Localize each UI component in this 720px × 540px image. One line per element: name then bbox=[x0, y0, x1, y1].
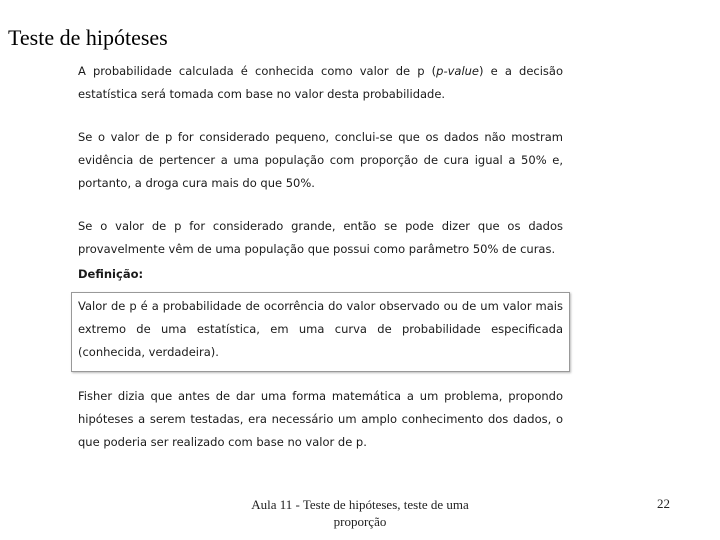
p-value-term: p-value bbox=[436, 64, 480, 78]
definition-box bbox=[71, 292, 570, 372]
page-number: 22 bbox=[657, 496, 670, 511]
paragraph-p-value bbox=[78, 60, 563, 106]
paragraph-p-value-text-end: ) e a decisão estatística será tomada com base no valor desta probabilidade. bbox=[78, 64, 563, 101]
paragraph-fisher: Fisher dizia que antes de dar uma forma matemática a um problema, propondo hipóteses a serem testadas, era necessário um amplo conhecimento dos dados, o que poderia ser realizado com base no valor de p. bbox=[78, 389, 563, 449]
definition-text: Valor de p é a probabilidade de ocorrência do valor observado ou de um valor mais extremo de uma estatística, em uma curva de probabilidade especificada (conhecida, verdadeira). bbox=[78, 299, 563, 359]
definition-heading: Definição: bbox=[78, 267, 144, 281]
slide-title: Teste de hipóteses bbox=[8, 25, 168, 50]
paragraph-p-value-text-start: A probabilidade calculada é conhecida como valor de p ( bbox=[78, 64, 437, 78]
footer-text: Aula 11 - Teste de hipóteses, teste de uma proporção bbox=[251, 497, 469, 529]
paragraph-large-p: Se o valor de p for considerado grande, então se pode dizer que os dados provavelmente vêm de uma população que possui como parâmetro 50% de curas. bbox=[78, 219, 563, 256]
slide-content bbox=[78, 60, 563, 454]
paragraph-small-p: Se o valor de p for considerado pequeno, conclui-se que os dados não mostram evidência de pertencer a uma população com proporção de cura igual a 50% e, portanto, a droga cura mais do que 50%. bbox=[78, 130, 563, 190]
